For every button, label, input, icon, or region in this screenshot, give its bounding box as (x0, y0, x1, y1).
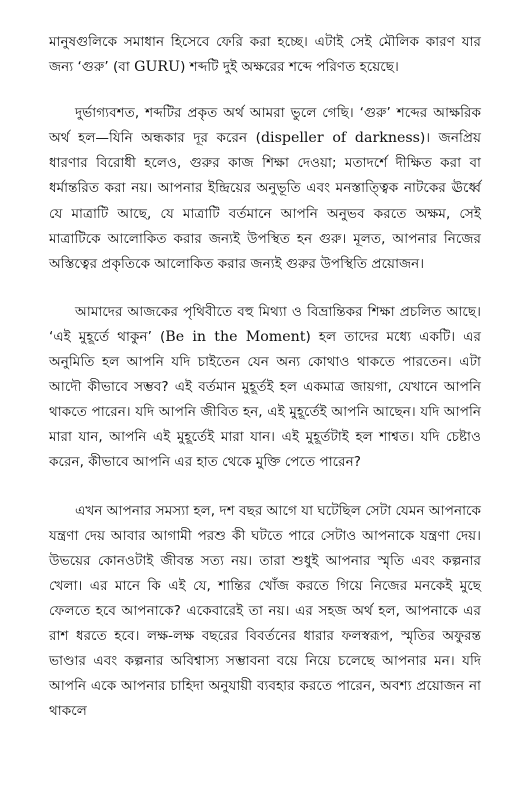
paragraph-3-latin-moment: Be in the Moment (165, 328, 306, 345)
paragraph-1 (49, 30, 481, 80)
paragraph-1-text-b: ) শব্দটি দুই অক্ষরের শব্দে পরিণত হয়েছে। (180, 59, 399, 76)
paragraph-2-text-a: দুর্ভাগ্যবশত, শব্দটির প্রকৃত অর্থ আমরা ভুলে গেছি। ‘গুরু’ শব্দের আক্ষরিক অর্থ হল—যিনি অন্ধকার দূর করেন ( (49, 105, 481, 147)
page-body (49, 30, 481, 724)
paragraph-3 (49, 300, 481, 476)
paragraph-3-text-b: ) হল তাদের মধ্যে একটি। এর অনুমিতি হল আপনি যদি চাইতেন যেন অন্য কোথাও থাকতে পারতেন। এটা আদৌ কীভাবে সম্ভব? এই বর্তমান মুহূর্তই হল একমাত্র জায়গা, যেখানে আপনি থাকতে পারেন। যদি আপনি জীবিত হন, এই মুহূর্তেই আপনি আছেন। যদি আপনি মারা যান, আপনি এই মুহূর্তেই মারা যান। এই মুহূর্তটাই হল শাশ্বত। যদি চেষ্টাও করেন, কীভাবে আপনি এর হাত থেকে মুক্তি পেতে পারেন? (49, 328, 481, 471)
paragraph-4-text-a: এখন আপনার সমস্যা হল, দশ বছর আগে যা ঘটেছিল সেটা যেমন আপনাকে যন্ত্রণা দেয় আবার আগামী পরশু কী ঘটতে পারে সেটাও আপনাকে যন্ত্রণা দেয়। উভয়ের কোনওটাই জীবন্ত সত্য নয়। তারা শুধুই আপনার স্মৃতি এবং কল্পনার খেলা। এর মানে কি এই যে, শান্তির খোঁজ করতে গিয়ে নিজের মনকেই মুছে ফেলতে হবে আপনাকে? একেবারেই তা নয়। এর সহজ অর্থ হল, আপনাকে এর রাশ ধরতে হবে। লক্ষ-লক্ষ বছরের বিবর্তনের ধারার ফলস্বরূপ, স্মৃতির অফুরন্ত ভাণ্ডার এবং কল্পনার অবিশ্বাস্য সম্ভাবনা বয়ে নিয়ে চলেছে আপনার মন। যদি আপনি একে আপনার চাহিদা অনুযায়ী ব্যবহার করতে পারেন, অবশ্য প্রয়োজন না থাকলে (49, 502, 481, 720)
paragraph-1-latin-guru: GURU (134, 59, 181, 76)
paragraph-4 (49, 499, 481, 725)
paragraph-3-text-a: আমাদের আজকের পৃথিবীতে বহু মিথ্যা ও বিভ্রান্তিকর শিক্ষা প্রচলিত আছে। ‘এই মুহূর্তে থাকুন’ ( (49, 303, 481, 345)
paragraph-2-latin-dispeller: dispeller of darkness (260, 130, 420, 147)
paragraph-2 (49, 101, 481, 277)
paragraph-2-text-b: )। জনপ্রিয় ধারণার বিরোধী হলেও, গুরুর কাজ শিক্ষা দেওয়া; মতাদর্শে দীক্ষিত করা বা ধর্মান্তরিত করা নয়। আপনার ইন্দ্রিয়ের অনুভূতি এবং মনস্তাত্ত্বিক নাটকের ঊর্ধ্বে যে মাত্রাটি আছে, যে মাত্রাটি বর্তমানে আপনি অনুভব করতে অক্ষম, সেই মাত্রাটিকে আলোকিত করার জন্যই উপস্থিত হন গুরু। মূলত, আপনার নিজের অস্তিত্বের প্রকৃতিকে আলোকিত করার জন্যই গুরুর উপস্থিতি প্রয়োজন। (49, 130, 481, 272)
paragraph-1-text-a: মানুষগুলিকে সমাধান হিসেবে ফেরি করা হচ্ছে। এটাই সেই মৌলিক কারণ যার জন্য ‘গুরু’ (বা (49, 34, 481, 76)
